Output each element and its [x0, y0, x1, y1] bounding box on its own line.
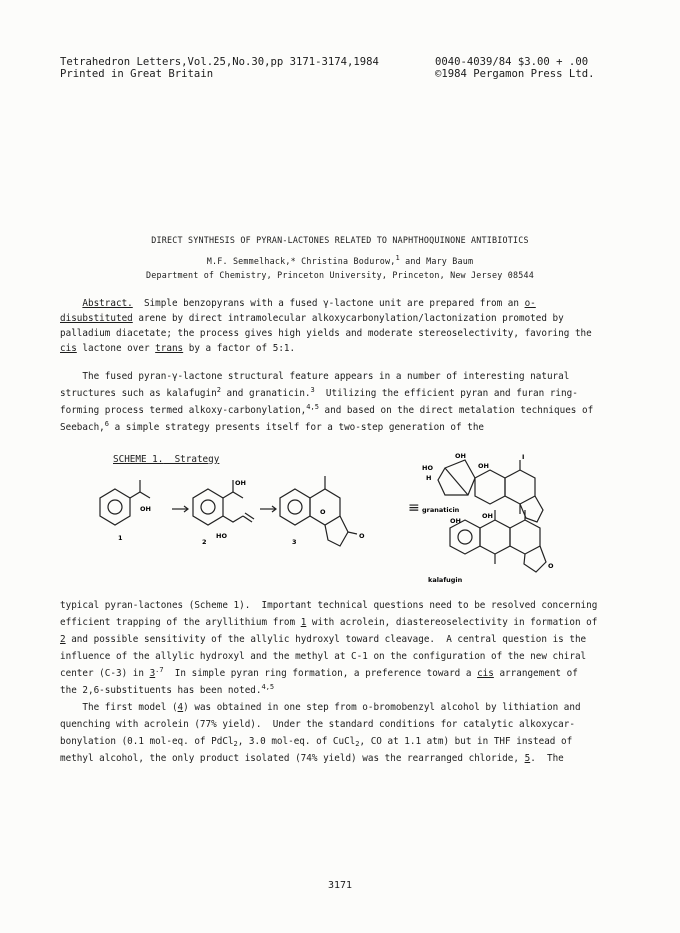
- subscript: 2: [233, 740, 238, 748]
- affiliation: Department of Chemistry, Princeton University, Princeton, New Jersey 08544: [146, 270, 534, 280]
- ref-superscript: 4,5: [261, 682, 275, 691]
- abstract-text: o-: [524, 298, 536, 309]
- body-text: with acrolein, diastereoselectivity in formation of: [306, 617, 598, 628]
- granaticin-label: granaticin: [422, 506, 460, 514]
- body-text: cis: [477, 668, 494, 679]
- scheme-caption-title: Strategy: [163, 454, 220, 465]
- page-number: 3171: [327, 880, 353, 891]
- intro-text: and based on the direct metalation techniques of: [318, 405, 594, 416]
- author-footnote: 1: [395, 254, 400, 263]
- abstract-label: Abstract.: [82, 298, 133, 309]
- abstract-text: lactone over: [76, 343, 156, 354]
- compound-ref: 3: [149, 668, 156, 679]
- authors-tail: and Mary Baum: [399, 256, 474, 266]
- article-title: DIRECT SYNTHESIS OF PYRAN-LACTONES RELATED TO NAPHTHOQUINONE ANTIBIOTICS: [151, 235, 529, 245]
- body-text: bonylation (0.1 mol-eq. of PdCl: [60, 736, 234, 747]
- oh-label: OH: [235, 479, 246, 487]
- intro-text: structures such as kalafugin: [60, 388, 217, 399]
- body-line-3: [60, 631, 586, 648]
- compound-label-2: 2: [202, 538, 207, 546]
- scheme-1-strategy: [80, 462, 380, 562]
- body-text: , CO at 1.1 atm) but in THF instead of: [359, 736, 573, 747]
- ho-label: HO: [216, 532, 227, 540]
- body-text: The first model (: [60, 702, 178, 713]
- ref-superscript: 3: [310, 385, 315, 394]
- intro-text: and granaticin.: [220, 388, 311, 399]
- intro-line-4: [60, 419, 484, 436]
- kalafugin-structure: [450, 510, 546, 572]
- body-text: ) was obtained in one step from o-bromobenzyl alcohol by lithiation and: [183, 702, 581, 713]
- ref-superscript: 6: [104, 419, 109, 428]
- body-text: the 2,6-substituents has been noted.: [60, 685, 262, 696]
- equivalence-sign: ≡: [408, 500, 420, 516]
- reaction-arrow-1: [172, 506, 188, 512]
- body-line-5: [60, 665, 578, 682]
- copyright: ©1984 Pergamon Press Ltd.: [435, 68, 595, 80]
- body-text: methyl alcohol, the only product isolated (74% yield) was the rearranged chloride,: [60, 753, 525, 764]
- intro-text: a simple strategy presents itself for a two-step generation of the: [109, 422, 485, 433]
- abstract-text: by a factor of 5:1.: [183, 343, 296, 354]
- abstract-text: trans: [155, 343, 184, 354]
- oh-label: OH: [478, 462, 489, 470]
- compound-3-structure: [280, 476, 357, 546]
- intro-line-1: The fused pyran-γ-lactone structural feature appears in a number of interesting natural: [60, 371, 570, 382]
- intro-line-2: [60, 385, 578, 402]
- body-line-2: [60, 614, 597, 631]
- intro-text: Seebach,: [60, 422, 105, 433]
- compound-1-structure: [100, 480, 150, 525]
- abstract-text: Simple benzopyrans with a fused γ-lactone unit are prepared from an: [132, 298, 525, 309]
- abstract-line-4: [60, 340, 295, 357]
- ho-label: HO: [422, 464, 433, 472]
- compound-ref: 4: [177, 702, 184, 713]
- body-text: . The: [530, 753, 564, 764]
- body-line-1: typical pyran-lactones (Scheme 1). Important technical questions need to be resolved concerning: [60, 600, 598, 611]
- ring-oxygen-label: O: [320, 508, 326, 516]
- ref-superscript: 4,5: [306, 402, 319, 411]
- reaction-arrow-2: [260, 506, 276, 512]
- oh-label: OH: [455, 452, 466, 460]
- body-line-10: [60, 750, 564, 767]
- intro-text: Utilizing the efficient pyran and furan ring-: [314, 388, 578, 399]
- ref-superscript: 2: [216, 385, 221, 394]
- oh-label: OH: [450, 517, 461, 525]
- intro-text: forming process termed alkoxy-carbonylation,: [60, 405, 307, 416]
- compound-ref: 5: [524, 753, 531, 764]
- body-line-4: influence of the allylic hydroxyl and the methyl at C-1 on the configuration of the new chiral: [60, 651, 587, 662]
- body-text: and possible sensitivity of the allylic hydroxyl toward cleavage. A central question is the: [65, 634, 587, 645]
- compound-label-3: 3: [292, 538, 297, 546]
- abstract-text: cis: [60, 343, 77, 354]
- intro-line-3: [60, 402, 593, 419]
- compound-label-1: 1: [118, 534, 123, 542]
- body-line-6: [60, 682, 274, 699]
- abstract-text: disubstituted: [60, 313, 133, 324]
- subscript: 2: [355, 740, 360, 748]
- abstract-text: arene by direct intramolecular alkoxycarbonylation/lactonization promoted by: [132, 313, 564, 324]
- oh-label: OH: [140, 505, 151, 513]
- scheme-caption-label: SCHEME 1.: [113, 454, 164, 465]
- compound-ref: 2: [60, 634, 66, 645]
- carbonyl-oxygen-label: O: [548, 562, 554, 570]
- printed-in: Printed in Great Britain: [60, 68, 214, 80]
- body-line-7: [60, 699, 581, 716]
- body-text: arrangement of: [493, 668, 578, 679]
- ref-superscript: .7: [155, 665, 164, 674]
- authors: [0, 256, 680, 266]
- methyl-label: I: [522, 453, 525, 461]
- abstract-line-3: palladium diacetate; the process gives high yields and moderate stereoselectivity, favoring the: [60, 328, 592, 339]
- body-text: , 3.0 mol-eq. of CuCl: [237, 736, 356, 747]
- kalafugin-label: kalafugin: [428, 576, 463, 584]
- authors-main: M.F. Semmelhack,* Christina Bodurow,: [206, 256, 396, 266]
- body-text: center (C-3) in: [60, 668, 150, 679]
- carbonyl-oxygen-label: O: [359, 532, 365, 540]
- issn-price: 0040-4039/84 $3.00 + .00: [435, 56, 589, 68]
- body-text: In simple pyran ring formation, a preference toward a: [163, 668, 478, 679]
- h-label: H: [426, 474, 432, 482]
- compound-ref: 1: [300, 617, 307, 628]
- body-line-8: quenching with acrolein (77% yield). Under the standard conditions for catalytic alkoxycar-: [60, 719, 575, 730]
- journal-citation: Tetrahedron Letters,Vol.25,No.30,pp 3171-3174,1984: [60, 56, 379, 68]
- oh-label: OH: [482, 512, 493, 520]
- natural-products-structures: [420, 450, 570, 590]
- body-text: efficient trapping of the aryllithium from: [60, 617, 301, 628]
